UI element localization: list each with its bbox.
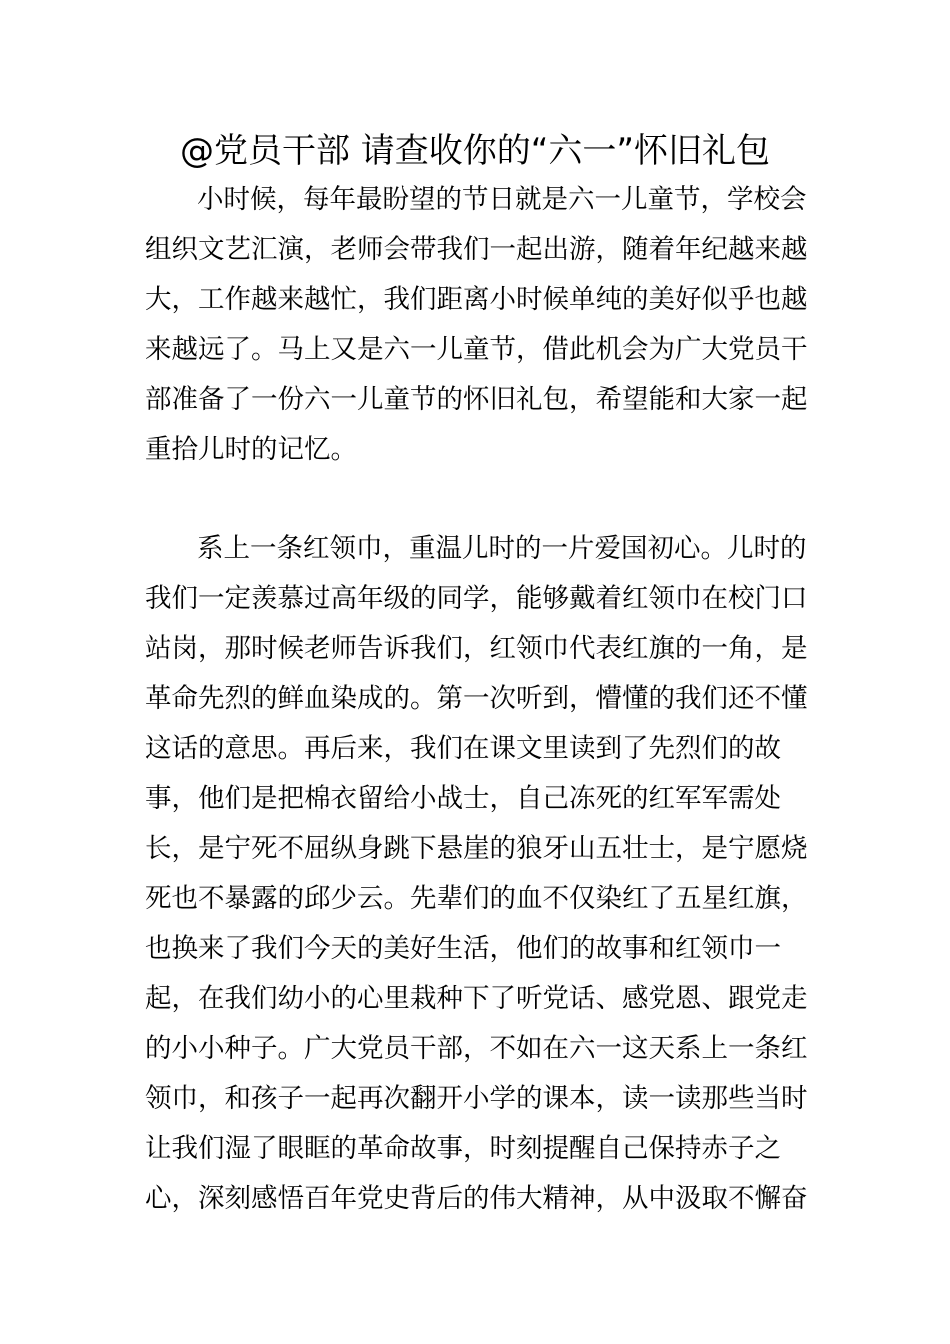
paragraph-line: 长，是宁死不屈纵身跳下悬崖的狼牙山五壮士，是宁愿烧	[145, 833, 808, 864]
paragraph-line: 这话的意思。再后来，我们在课文里读到了先烈们的故	[145, 733, 781, 764]
paragraph-line: 大，工作越来越忙，我们距离小时候单纯的美好似乎也越	[145, 284, 808, 315]
paragraph-line: 系上一条红领巾，重温儿时的一片爱国初心。儿时的	[197, 533, 807, 564]
paragraph-line: 心，深刻感悟百年党史背后的伟大精神，从中汲取不懈奋	[145, 1183, 808, 1214]
document-title: @党员干部 请查收你的“六一”怀旧礼包	[179, 131, 771, 171]
paragraph-line: 来越远了。马上又是六一儿童节，借此机会为广大党员干	[145, 334, 808, 365]
paragraph-line: 站岗，那时候老师告诉我们，红领巾代表红旗的一角，是	[145, 633, 808, 664]
paragraph-line: 领巾，和孩子一起再次翻开小学的课本，读一读那些当时	[145, 1083, 808, 1114]
paragraph-line: 革命先烈的鲜血染成的。第一次听到，懵懂的我们还不懂	[145, 683, 808, 714]
paragraph-line: 部准备了一份六一儿童节的怀旧礼包，希望能和大家一起	[145, 384, 808, 415]
paragraph-line: 的小小种子。广大党员干部，不如在六一这天系上一条红	[145, 1033, 808, 1064]
paragraph-line: 重拾儿时的记忆。	[145, 434, 357, 465]
paragraph-line: 组织文艺汇演，老师会带我们一起出游，随着年纪越来越	[145, 234, 808, 265]
paragraph-line: 让我们湿了眼眶的革命故事，时刻提醒自己保持赤子之	[145, 1133, 781, 1164]
paragraph-line: 事，他们是把棉衣留给小战士，自己冻死的红军军需处	[145, 783, 781, 814]
paragraph-line: 也换来了我们今天的美好生活，他们的故事和红领巾一	[145, 933, 781, 964]
paragraph-line: 我们一定羡慕过高年级的同学，能够戴着红领巾在校门口	[145, 583, 808, 614]
paragraph-line: 起，在我们幼小的心里栽种下了听党话、感党恩、跟党走	[145, 983, 808, 1014]
paragraph-line: 死也不暴露的邱少云。先辈们的血不仅染红了五星红旗，	[145, 883, 808, 914]
paragraph-line: 小时候，每年最盼望的节日就是六一儿童节，学校会	[197, 184, 807, 215]
